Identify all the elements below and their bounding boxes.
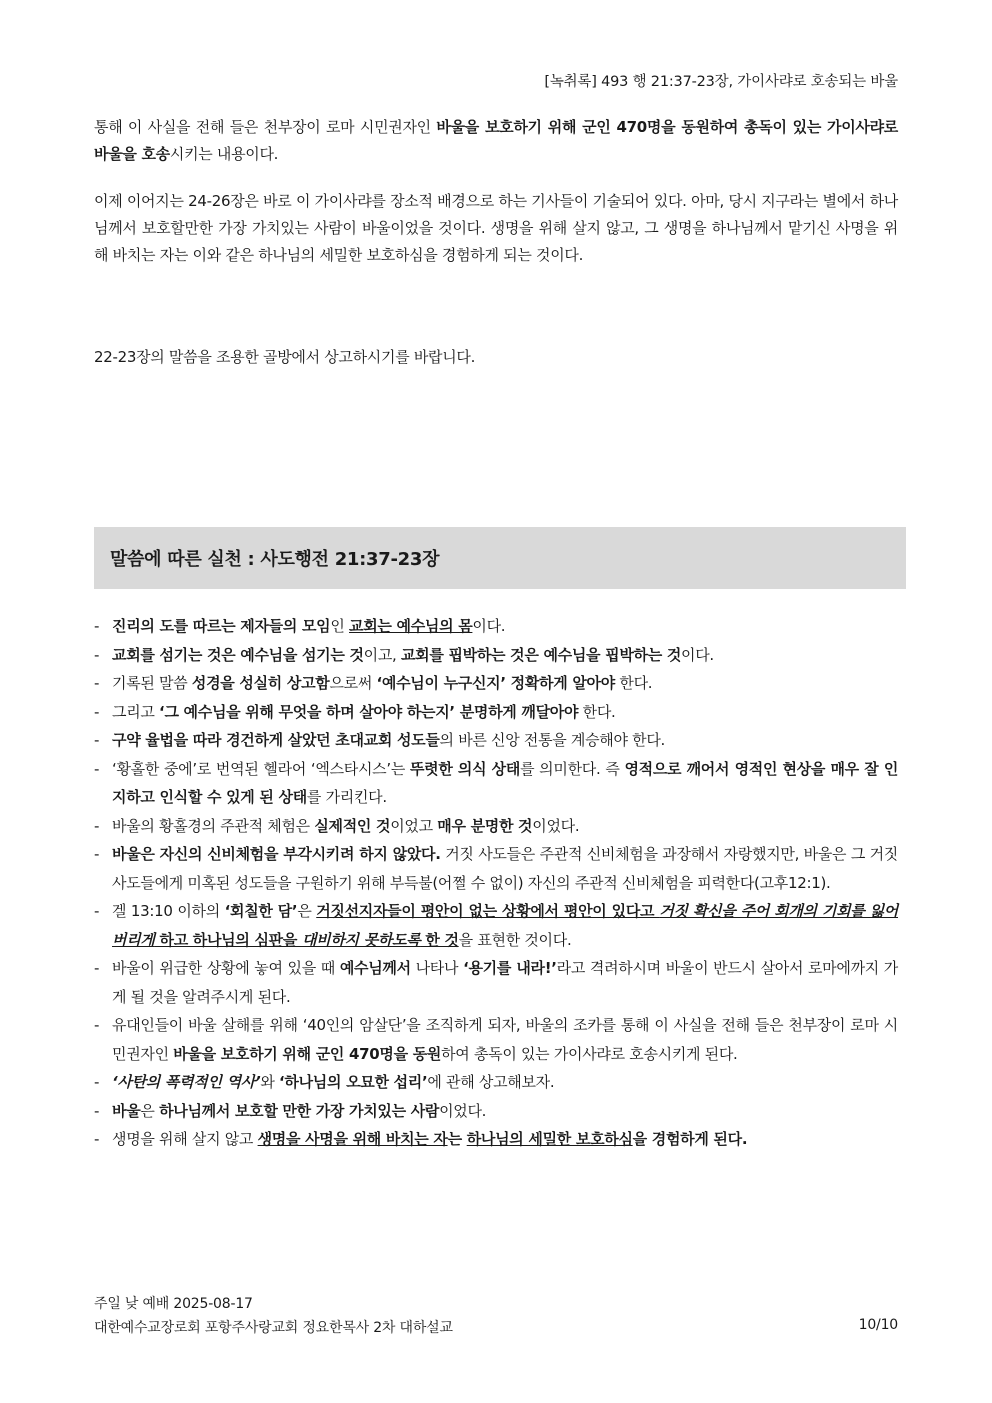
body-text: 은 (140, 1101, 160, 1120)
emphasis-text: 바울 (112, 1101, 141, 1120)
list-dash: - (94, 845, 100, 863)
list-dash: - (94, 1130, 100, 1148)
italic-emphasis: ‘사탄의 폭력적인 역사’ (112, 1073, 261, 1091)
body-text: 이었다. (532, 816, 580, 835)
practice-item (94, 1097, 898, 1126)
underlined-italic-emphasis: 대비하지 못하도록 (301, 930, 421, 949)
body-text: 으로써 (329, 674, 377, 692)
emphasis-text: 매우 분명한 것 (437, 816, 533, 835)
emphasis-text: ‘그 예수님을 위해 무엇을 하며 살아야 하는지’ 분명하게 깨달아야 (159, 702, 579, 721)
list-dash: - (94, 902, 100, 920)
list-dash: - (94, 674, 100, 692)
underlined-emphasis: 거짓선지자들이 평안이 없는 상황에서 평안이 있다고 (316, 902, 660, 920)
emphasis-text: 실제적인 것 (314, 816, 391, 835)
body-text: 은 (297, 902, 317, 920)
practice-item (94, 698, 898, 727)
emphasis-text: 교회를 섬기는 것은 예수님을 섬기는 것 (112, 645, 364, 664)
practice-item (94, 641, 898, 670)
emphasis-text: 뚜렷한 의식 상태 (409, 759, 521, 778)
body-text: 기록된 말씀 (112, 674, 192, 692)
practice-item (94, 1011, 898, 1068)
body-text: 를 의미한다. 즉 (520, 759, 625, 778)
footer-church-line (94, 1317, 898, 1337)
practice-item (94, 840, 898, 897)
document-header-reference: [녹취록] 493 행 21:37-23장, 가이사랴로 호송되는 바울 (544, 74, 898, 90)
body-text: 라고 격려하시며 바울이 반드시 살아서 로마에까지 가게 될 것을 알려주시게 된다. (112, 959, 898, 1006)
list-dash: - (94, 959, 100, 977)
list-dash: - (94, 702, 100, 721)
emphasis-text: ‘하나님의 오묘한 섭리’ (279, 1073, 428, 1091)
emphasis-text: 하나님께서 보호할 만한 가장 가치있는 사람 (159, 1101, 440, 1120)
body-text: 나타나 (410, 959, 464, 977)
emphasis-text: 교회를 핍박하는 것은 예수님을 핍박하는 것 (400, 645, 682, 664)
list-dash: - (94, 617, 100, 635)
practice-item (94, 954, 898, 1011)
body-text: 바울이 위급한 상황에 놓여 있을 때 (112, 959, 340, 977)
body-text: 이었고 (390, 816, 438, 835)
intro-p1-emphasis: 바울을 보호하기 위해 군인 470명을 동원하여 총독이 있는 가이사랴로 바울을 호송 (94, 118, 898, 163)
emphasis-text: 을 경험하게 된다. (632, 1130, 748, 1148)
emphasis-text: ‘회칠한 담’ (224, 902, 298, 920)
body-text: 이고, (363, 645, 401, 664)
body-text: 생명을 위해 살지 않고 (112, 1130, 258, 1148)
intro-paragraph-3: 22-23장의 말씀을 조용한 골방에서 상고하시기를 바랍니다. (94, 348, 476, 366)
emphasis-text: 예수님께서 (339, 959, 411, 977)
underlined-emphasis: 한 것 (420, 930, 459, 949)
body-text: 유대인들이 바울 살해를 위해 ‘40인의 암살단’을 조직하게 되자, 바울의 조카를 통해 이 사실을 전해 들은 천부장이 로마 시민권자인 (112, 1016, 898, 1063)
underlined-emphasis: 교회는 예수님의 몸 (349, 617, 473, 635)
practice-item (94, 726, 898, 755)
list-dash: - (94, 1016, 100, 1034)
emphasis-text: 는 (447, 1130, 467, 1148)
body-text: 를 가리킨다. (306, 788, 387, 806)
body-text: 에 관해 상고해보자. (427, 1073, 555, 1091)
body-text: 이었다. (439, 1101, 487, 1120)
practice-item (94, 897, 898, 954)
practice-list (94, 612, 898, 1154)
list-dash: - (94, 1073, 100, 1091)
underlined-emphasis: 생명을 사명을 위해 바치는 자 (257, 1130, 448, 1148)
intro-p1-ending: 시키는 내용이다. (169, 145, 279, 163)
intro-paragraph-2: 이제 이어지는 24-26장은 바로 이 가이사랴를 장소적 배경으로 하는 기사들이 기술되어 있다. 아마, 당시 지구라는 별에서 하나님께서 보호할만한 가장 가치있는 사람이 바울이었을 것이다. 생명을 위해 살지 않고, 그 생명을 하나님께서 맡기신 사명을 위해 바치는 자는 이와 같은 하나님의 세밀한 보호하심을 경험하게 되는 것이다. (94, 192, 898, 264)
section-title: 말씀에 따른 실천 : 사도행전 21:37-23장 (110, 549, 440, 570)
emphasis-text: 구약 율법을 따라 경건하게 살았던 초대교회 성도들 (112, 731, 440, 749)
practice-item (94, 669, 898, 698)
emphasis-text: ‘예수님이 누구신지’ 정확하게 알아야 (376, 674, 615, 692)
list-dash: - (94, 731, 100, 749)
list-dash: - (94, 816, 100, 835)
emphasis-text: 영적으로 깨어서 영적인 현상을 매우 잘 인지하고 인식할 수 있게 된 상태 (112, 759, 899, 806)
footer-service-date: 주일 낮 예배 2025-08-17 (94, 1296, 253, 1312)
body-text: 을 표현한 것이다. (458, 930, 572, 949)
practice-item (94, 1068, 898, 1097)
body-text: 한다. (614, 674, 653, 692)
body-text: ‘황홀한 중에’로 번역된 헬라어 ‘엑스타시스’는 (112, 759, 410, 778)
body-text: 하여 총독이 있는 가이사랴로 호송시키게 된다. (441, 1044, 738, 1063)
practice-item (94, 612, 898, 641)
list-dash: - (94, 759, 100, 778)
body-text: 인 (330, 617, 350, 635)
body-text: 이다. (472, 617, 506, 635)
page-number: 10/10 (858, 1317, 898, 1333)
intro-p1-text: 통해 이 사실을 전해 들은 천부장이 로마 시민권자인 (94, 118, 437, 136)
underlined-italic-emphasis: 거짓 확신을 주어 회개의 기회를 잃어버리게 (112, 902, 898, 949)
emphasis-text: 성경을 성실히 상고함 (191, 674, 330, 692)
practice-item (94, 812, 898, 841)
body-text: 와 (260, 1073, 280, 1091)
emphasis-text: ‘용기를 내라!’ (463, 959, 557, 977)
emphasis-text: 바울은 자신의 신비체험을 부각시키려 하지 않았다. (112, 845, 441, 863)
underlined-emphasis: 하고 하나님의 심판을 (154, 930, 302, 949)
section-header-box (94, 527, 906, 589)
body-text: 바울의 황홀경의 주관적 체험은 (112, 816, 315, 835)
footer-church: 대한예수교장로회 포항주사랑교회 정요한목사 2차 대하설교 (94, 1320, 453, 1336)
body-text: 한다. (578, 702, 616, 721)
body-text: 이다. (681, 645, 714, 664)
practice-item (94, 755, 898, 812)
emphasis-text: 바울을 보호하기 위해 군인 470명을 동원 (173, 1044, 442, 1063)
underlined-emphasis: 하나님의 세밀한 보호하심 (466, 1130, 633, 1148)
practice-item (94, 1125, 898, 1154)
list-dash: - (94, 645, 100, 664)
body-text: 의 바른 신앙 전통을 계승해야 한다. (439, 731, 666, 749)
body-text: 겔 13:10 이하의 (112, 902, 225, 920)
emphasis-text: 진리의 도를 따르는 제자들의 모임 (112, 617, 331, 635)
body-text: 거짓 사도들은 주관적 신비체험을 과장해서 자랑했지만, 바울은 그 거짓 사도들에게 미혹된 성도들을 구원하기 위해 부득불(어쩔 수 없이) 자신의 주관적 신비체험을 피력한다(고후12:1). (112, 845, 898, 892)
list-dash: - (94, 1101, 100, 1120)
body-text: 그리고 (112, 702, 160, 721)
intro-paragraph-1 (94, 114, 898, 168)
